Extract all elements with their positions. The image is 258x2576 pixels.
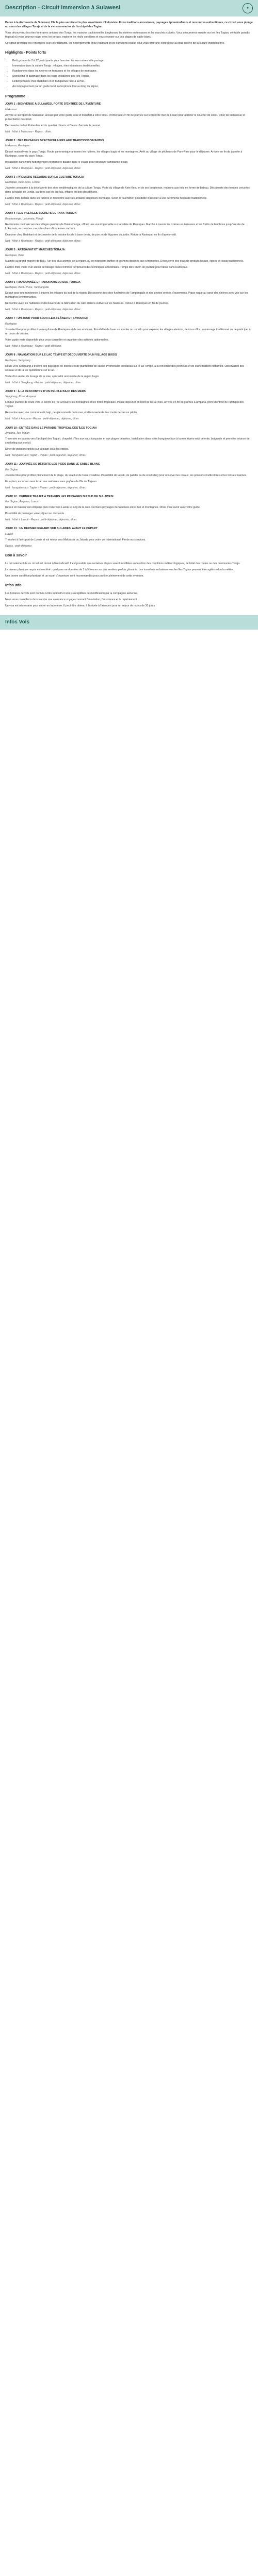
day-title: JOUR 9 : À LA RENCONTRE D'UN PEUPLE BAJO DES MERS [5, 389, 86, 393]
day-meals: Nuit : bungalow aux Togian - Repas : petit-déjeuner, déjeuner, dîner. [5, 454, 86, 457]
day-description: Départ pour une randonnée à travers les villages du sud de la région. Découverte des sites funéraires de Tampangallo et des grottes ornées d'ossements. Pique-nique au cœur des rizières avec vue sur les montagnes environnantes. [5, 292, 248, 299]
day-location: Makassar [5, 108, 17, 111]
day-extra: Découverte du fort Rotterdam et du quartier chinois si l'heure d'arrivée le permet. [5, 124, 101, 127]
day-description: Arrivée à l'aéroport de Makassar, accueil par votre guide local et transfert à votre hôtel. Promenade en fin de journée sur le front de mer de Losari pour admirer le coucher de soleil. Dîner de bienvenue et présentation du circuit. [5, 113, 245, 121]
footer-title: Infos Vols [5, 619, 30, 625]
day-title: JOUR 3 : PREMIERS REGARDS SUR LA CULTURE TORAJA [5, 175, 84, 179]
intro-paragraph-1: Vous découvrirez les rites funéraires uniques des Toraja, les maisons traditionnelles tongkonan, les rizières en terrasses et les marchés colorés. Vous séjournerez ensuite sur les îles Togian, véritable paradis tropical où vous pourrez nager avec les tortues, explorer les récifs coralliens et vous reposer sur des plages de sable blanc. [5, 31, 250, 39]
page-title: Description - Circuit immersion à Sulawesi [5, 5, 121, 11]
intro-paragraph-2: Ce circuit privilégie les rencontres avec les habitants, les hébergements chez l'habitant et les transports locaux pour vous offrir une expérience au plus proche de la culture indonésienne. [5, 42, 225, 45]
day-location: Rantepao, Buntu Pune, Tampangallo [5, 286, 49, 290]
day-block [5, 139, 253, 171]
infos-paragraph: Les horaires de vols sont donnés à titre indicatif et sont susceptibles de modification par la compagnie aérienne. [5, 591, 138, 595]
day-description: Route vers Sengkang à travers des paysages de collines et de plantations de cacao. Promenade en bateau sur le lac Tempe, à la rencontre des pêcheurs et de leurs maisons flottantes. Observation des oiseaux et de la vie quotidienne sur le lac. [5, 364, 245, 372]
day-description: Traversée en bateau vers l'archipel des Togian, chapelet d'îles aux eaux turquoise et aux plages désertes. Installation dans votre bungalow face à la mer. Après-midi détente, baignade et première séance de snorkeling sur le récif. [5, 437, 250, 445]
infos-title: Infos Info [5, 584, 22, 588]
highlight-item: • Immersion dans la culture Toraja : villages, rites et maisons traditionnelles. [12, 64, 253, 68]
day-description: Longue journée de route vers le centre de l'île à travers les montagnes et les forêts tropicales. Pause déjeuner en bord de lac à Poso. Arrivée en fin de journée à Ampana, porte d'entrée de l'archipel des Togian. [5, 401, 244, 409]
footer-banner [0, 615, 258, 630]
day-extra: Déjeuner chez l'habitant et découverte de la cuisine locale à base de riz, de porc et de légumes du jardin. Retour à Rantepao en fin d'après-midi. [5, 233, 177, 236]
day-location: Îles Togian, Ampana, Luwuk [5, 500, 39, 504]
day-block [5, 462, 253, 490]
day-meals: Nuit : hôtel à Luwuk - Repas : petit-déjeuner, déjeuner, dîner. [5, 518, 77, 522]
day-block [5, 495, 253, 522]
day-meals: Repas : petit-déjeuner. [5, 544, 33, 548]
infos-paragraph: Nous vous conseillons de souscrire une assurance voyage couvrant l'annulation, l'assistance et le rapatriement. [5, 598, 138, 601]
day-meals: Nuit : hôtel à Sengkang - Repas : petit-déjeuner, déjeuner, dîner. [5, 381, 82, 384]
day-location: Sengkang, Poso, Ampana [5, 395, 37, 399]
day-description: Retour en bateau vers Ampana puis route vers Luwuk le long de la côte. Derniers paysages de Sulawesi entre mer et montagnes. Dîner d'au revoir avec votre guide. [5, 506, 201, 510]
day-title: JOUR 2 : DES PAYSAGES SPECTACULAIRES AUX TRADITIONS VIVANTES [5, 139, 104, 143]
programme-days [5, 102, 253, 548]
day-block [5, 102, 253, 134]
day-location: Îles Togian [5, 468, 18, 471]
day-meals: Nuit : hôtel à Rantepao - Repas : petit-déjeuner, déjeuner, dîner. [5, 240, 82, 243]
day-meals: Nuit : hôtel à Rantepao - Repas : petit-déjeuner, déjeuner, dîner. [5, 166, 82, 170]
good-to-know-title: Bon à savoir [5, 554, 27, 557]
day-title: JOUR 12 : DERNIER TRAJET À TRAVERS LES PAYSAGES DU SUD DE SULAWESI [5, 495, 114, 498]
day-meals: Nuit : hôtel à Ampana - Repas : petit-déjeuner, déjeuner, dîner. [5, 417, 79, 421]
day-extra: Dîner de poissons grillés sur la plage sous les étoiles. [5, 448, 69, 451]
highlights-list [5, 59, 253, 89]
day-description: Départ matinal vers le pays Toraja. Route panoramique à travers les rizières, les villages bugis et les montagnes. Arrêt au village de pêcheurs de Pare-Pare pour le déjeuner. Arrivée en fin de journée à Rantepao, cœur du pays Toraja. [5, 150, 243, 158]
day-block [5, 389, 253, 421]
highlight-item: • Randonnées dans les rizières en terrasses et les villages de montagne. [12, 69, 253, 73]
day-extra: L'après-midi, visite d'un atelier de tissage où les femmes perpétuent des techniques ancestrales. Temps libre en fin de journée pour flâner dans Rantepao. [5, 265, 188, 269]
day-extra: En option, excursion vers le lac aux méduses sans piqûres de l'île de Togean. [5, 480, 98, 483]
day-extra: Installation dans votre hébergement et première balade dans le village pour découvrir l'ambiance locale. [5, 160, 128, 164]
good-to-know-paragraph: Une bonne condition physique et un esprit d'ouverture sont recommandés pour profiter pleinement de cette aventure. [5, 574, 144, 578]
day-location: Batutumonga, Lokomata, Pangli [5, 217, 43, 221]
day-title: JOUR 7 : UN JOUR POUR SOUFFLER, FLÂNER ET SAVOURER [5, 317, 89, 320]
day-block [5, 211, 253, 243]
day-title: JOUR 10 : ENTRÉE DANS LE PARADIS TROPICAL DES ÎLES TOGIAN [5, 426, 97, 430]
day-meals: Nuit : hôtel à Rantepao - Repas : petit-déjeuner, déjeuner, dîner. [5, 272, 82, 275]
highlight-item: • Accompagnement par un guide local francophone tout au long du séjour. [12, 84, 253, 89]
programme-title: Programme [5, 94, 25, 98]
day-location: Luwuk [5, 532, 13, 536]
infos-paragraph: Un visa est nécessaire pour entrer en Indonésie. Il peut être obtenu à l'arrivée à l'aéroport pour un séjour de moins de 30 jours. [5, 604, 156, 607]
day-extra: Rencontre avec une communauté bajo, peuple nomade de la mer, et découverte de leur mode de vie sur pilotis. [5, 411, 138, 415]
day-extra: Votre guide reste disponible pour vous conseiller et organiser des activités optionnelles. [5, 338, 109, 342]
day-title: JOUR 6 : RANDONNÉE ET PANORAMA DU SUD-TORAJA [5, 280, 81, 284]
intro-text: Partez à la découverte de Sulawesi, l'île la plus secrète et la plus envoûtante d'Indonésie. Entre traditions ancestrales, paysages époustouflants et rencontres authentiques, ce circuit vous plonge au cœur des villages Toraja et de la vie sous-marine de l'archipel des Togian. [5, 21, 253, 29]
day-extra: Rencontre avec les habitants et découverte de la fabrication du café arabica cultivé sur les hauteurs. Retour à Rantepao en fin de journée. [5, 302, 169, 306]
day-description: Randonnée matinale vers les villages perchés de Batutumonga, offrant une vue imprenable sur la vallée de Rantepao. Marche à travers les rizières en terrasses et les forêts de bambous jusqu'au site de Lokomata, aux tombes creusées dans d'immenses rochers. [5, 223, 245, 230]
day-block [5, 426, 253, 458]
compass-icon: ✦ [243, 3, 253, 13]
day-extra: Possibilité de prolonger votre séjour sur demande. [5, 512, 65, 516]
day-block [5, 527, 253, 548]
day-meals: Nuit : hôtel à Rantepao - Repas : petit-déjeuner, déjeuner, dîner. [5, 308, 82, 312]
day-title: JOUR 5 : ARTISANAT ET MARCHÉS TORAJA [5, 248, 65, 252]
day-extra: L'après-midi, balade dans les rizières et rencontre avec les artisans sculpteurs du village. Selon le calendrier, possibilité d'assister à une cérémonie funéraire traditionnelle. [5, 197, 207, 200]
day-meals: Nuit : hôtel à Rantepao - Repas : petit-déjeuner, déjeuner, dîner. [5, 203, 82, 207]
day-location: Rantepao, Sengkang [5, 359, 30, 362]
day-title: JOUR 1 : BIENVENUE À SULAWESI, PORTE D'ENTRÉE DE L'AVENTURE [5, 103, 101, 106]
day-block [5, 175, 253, 207]
day-title: JOUR 13 : UN DERNIER REGARD SUR SULAWESI AVANT LE DÉPART [5, 527, 98, 531]
day-meals: Nuit : bungalow aux Togian - Repas : petit-déjeuner, déjeuner, dîner. [5, 486, 86, 489]
highlight-item: • Snorkeling et baignade dans les eaux cristallines des îles Togian. [12, 74, 253, 78]
day-extra: Visite d'un atelier de tissage de la soie, spécialité renommée de la région bugis. [5, 375, 100, 378]
day-description: Journée libre pour profiter pleinement de la plage, du soleil et de l'eau cristalline. Possibilité de kayak, de paddle ou de snorkeling pour observer les coraux, les poissons multicolores et les tortues marines. [5, 473, 247, 477]
day-meals: Nuit : hôtel à Makassar - Repas : dîner. [5, 130, 52, 133]
day-description: Journée consacrée à la découverte des sites emblématiques de la culture Toraja. Visite du village de Kete Kesu et de ses tongkonan, maisons aux toits en forme de bateau. Découverte des tombes creusées dans la falaise de Londa, gardées par les tau-tau, effigies en bois des défunts. [5, 187, 250, 194]
day-location: Makassar, Rantepao [5, 144, 30, 148]
day-location: Rantepao, Bolu [5, 253, 24, 257]
day-description: Journée libre pour profiter à votre rythme de Rantepao et de ses environs. Possibilité de louer un scooter ou un vélo pour explorer les villages alentour, de vous offrir un massage traditionnel ou de participer à un cours de cuisine. [5, 328, 251, 335]
day-block [5, 248, 253, 276]
day-block [5, 316, 253, 348]
day-location: Ampana, Îles Togian [5, 431, 30, 435]
day-title: JOUR 8 : NAVIGATION SUR LE LAC TEMPE ET DÉCOUVERTE D'UN VILLAGE BUGIS [5, 353, 117, 357]
day-meals: Nuit : hôtel à Rantepao - Repas : petit-déjeuner. [5, 345, 62, 348]
day-location: Rantepao [5, 322, 17, 326]
main-content [0, 16, 258, 612]
day-description: Transfert à l'aéroport de Luwuk et vol retour vers Makassar ou Jakarta pour votre vol international. Fin de nos services. [5, 538, 146, 541]
highlight-item: • Petit groupe de 2 à 12 participants pour favoriser les rencontres et le partage. [12, 59, 253, 63]
page-banner [0, 0, 258, 16]
good-to-know-paragraph: Le déroulement de ce circuit est donné à titre indicatif. Il est possible que certaines étapes soient modifiées en fonction des conditions météorologiques, de l'état des routes ou des cérémonies Toraja. [5, 562, 240, 565]
day-location: Rantepao, Kete Kesu, Londa [5, 181, 40, 184]
day-block [5, 280, 253, 312]
day-title: JOUR 11 : JOURNÉE DE DÉTENTE LES PIEDS DANS LE SABLE BLANC [5, 463, 100, 466]
day-description: Matinée au grand marché de Bolu, l'un des plus animés de la région, où se négocient buffles et cochons destinés aux cérémonies. Découverte des étals de produits locaux, épices et tissus traditionnels. [5, 259, 244, 263]
highlight-item: • Hébergements chez l'habitant et en bungalows face à la mer. [12, 79, 253, 83]
good-to-know-paragraph: Le niveau physique requis est modéré : quelques randonnées de 3 à 5 heures sur des sentiers parfois glissants. Les transferts en bateau vers les îles Togian peuvent être agités selon la météo. [5, 568, 234, 571]
highlights-title: Highlights - Points forts [5, 51, 46, 55]
day-block [5, 353, 253, 385]
day-title: JOUR 4 : LES VILLAGES SECRETS DE TANA TORAJA [5, 212, 77, 215]
